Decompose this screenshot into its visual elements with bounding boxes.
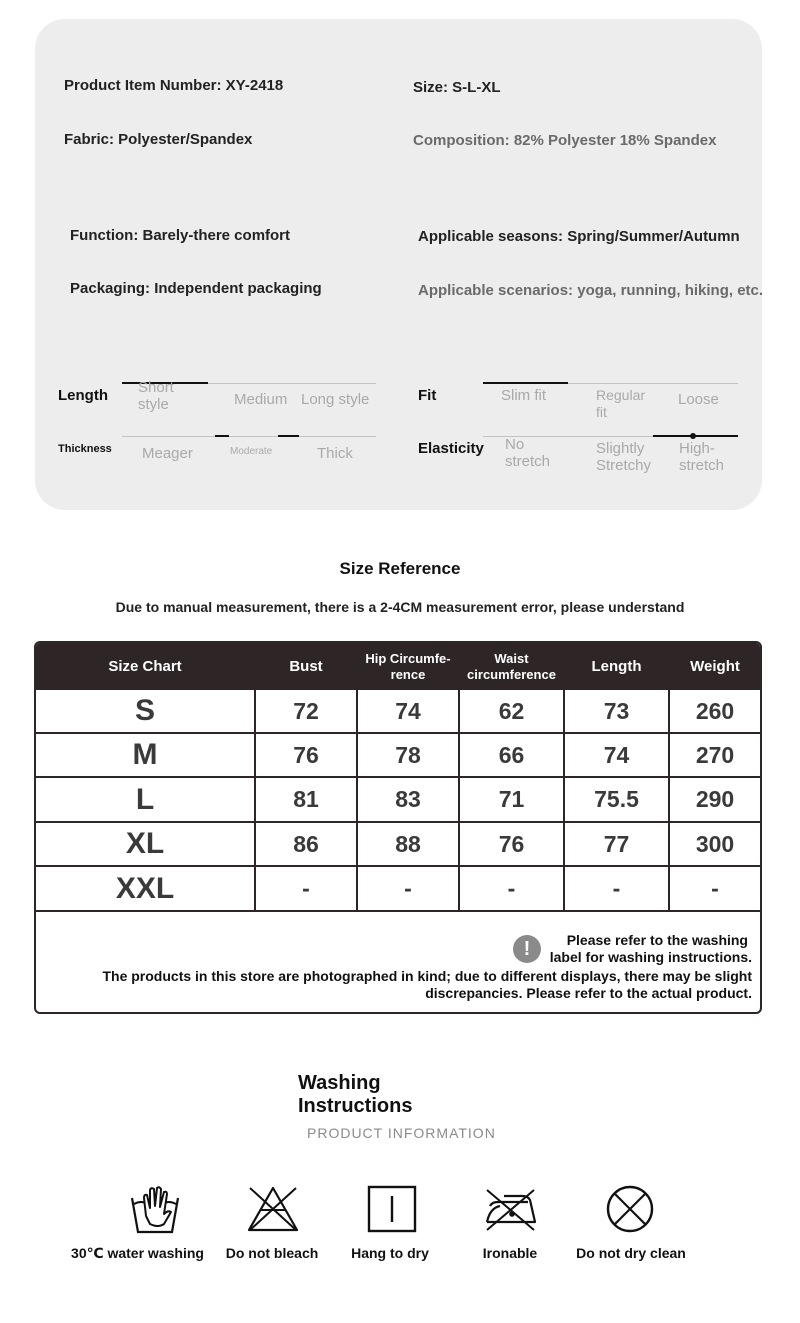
table-cell: - [404,875,412,902]
spec-fabric: Fabric: Polyester/Spandex [64,131,253,148]
fit-option-loose: Loose [678,391,719,408]
size-cell: XXL [115,871,175,905]
fit-label: Fit [418,387,437,404]
table-cell: 260 [695,697,735,724]
spec-composition: Composition: 82% Polyester 18% Spandex [413,132,717,149]
length-option-long: Long style [301,391,370,408]
thickness-option-meager: Meager [142,445,193,462]
table-cell: 290 [695,786,735,813]
washing-title [298,1072,412,1118]
spec-size: Size: S-L-XL [413,79,501,96]
length-option-short: Short style [138,379,174,413]
table-cell: 78 [395,741,421,768]
table-cell: 270 [695,741,735,768]
note-line-3: The products in this store are photographed in kind; due to different displays, there may be slight [102,968,752,984]
thickness-option-moderate: Moderate [230,446,273,457]
header-size-chart: Size Chart [108,657,182,675]
size-table-header [36,643,760,690]
table-cell: 62 [498,697,525,724]
size-table [34,641,762,1014]
table-cell: 73 [603,697,630,724]
column-divider [254,690,256,912]
table-cell: 74 [395,697,421,724]
note-line-1: Please refer to the washing [566,932,748,948]
thickness-option-thick: Thick [317,445,353,462]
wash-label-no-bleach: Do not bleach [225,1245,319,1261]
table-cell: - [302,875,310,902]
wash-label-hang-dry: Hang to dry [351,1245,429,1261]
elasticity-option-high: High-stretch [679,440,725,474]
table-cell: 76 [293,741,319,768]
size-cell: M [132,738,158,772]
note-line-2: label for washing instructions. [549,949,752,965]
thickness-marker-left [215,435,229,437]
table-cell: 75.5 [594,786,639,813]
spec-card [35,19,762,510]
note-line-4: discrepancies. Please refer to the actual product. [425,985,752,1001]
wash-label-ironable: Ironable [482,1245,538,1261]
header-waist: Waist circumference [467,650,556,682]
table-cell: 72 [293,697,319,724]
table-row [36,734,760,778]
size-reference-title: Size Reference [339,559,461,578]
size-cell: S [134,694,155,727]
header-weight: Weight [690,657,740,675]
header-bust: Bust [289,657,323,675]
table-row [36,823,760,867]
column-divider [458,690,460,912]
wash-label-hand-wash: 30℃ water washing [71,1245,204,1261]
table-cell: 76 [498,830,525,857]
length-label: Length [58,387,108,404]
washing-title-line-1: Washing [298,1072,381,1094]
elasticity-selected-dot [690,433,696,439]
wash-label-no-dry-clean: Do not dry clean [576,1245,686,1261]
table-cell: 77 [603,830,630,857]
fit-option-slim: Slim fit [501,387,546,404]
table-cell: 88 [395,830,421,857]
column-divider [668,690,670,912]
size-reference-subtitle: Due to manual measurement, there is a 2-4CM measurement error, please understand [115,599,685,615]
spec-function: Function: Barely-there comfort [70,227,291,244]
washing-title-line-2: Instructions [298,1095,413,1117]
spec-seasons: Applicable seasons: Spring/Summer/Autumn [418,228,740,245]
size-cell: XL [125,827,165,861]
length-option-medium: Medium [234,391,288,408]
ironable-icon [484,1184,538,1234]
table-row [36,868,760,912]
table-cell: 71 [498,786,525,813]
spec-item-number: Product Item Number: XY-2418 [64,77,284,94]
elasticity-label: Elasticity [418,440,484,457]
table-cell: - [711,875,719,902]
table-cell: - [507,875,516,902]
table-row [36,779,760,823]
elasticity-option-slight: Slightly Stretchy [596,440,652,474]
table-cell: 74 [603,741,630,768]
thickness-marker-right [278,435,299,437]
table-cell: - [612,875,621,902]
table-cell: 83 [395,786,421,813]
fit-selected-marker [483,382,568,384]
size-cell: L [135,782,155,816]
table-cell: 81 [293,786,319,813]
info-icon: ! [513,935,541,963]
thickness-scale-line [122,436,376,437]
spec-scenarios: Applicable scenarios: yoga, running, hiking, etc. [418,282,764,299]
hang-dry-icon [366,1184,420,1234]
hand-wash-icon [128,1184,182,1234]
table-cell: 66 [498,741,525,768]
header-length: Length [591,657,642,675]
table-cell: 300 [695,830,735,857]
header-hip: Hip Circumfe-rence [365,650,451,682]
column-divider [563,690,565,912]
no-dry-clean-icon [603,1184,657,1234]
elasticity-option-none: No stretch [505,436,551,470]
table-row [36,690,760,734]
fit-option-regular: Regular fit [596,387,646,420]
column-divider [356,690,358,912]
no-bleach-icon [246,1184,300,1234]
washing-subtitle: PRODUCT INFORMATION [307,1125,496,1141]
table-cell: 86 [293,830,319,857]
spec-packaging: Packaging: Independent packaging [70,280,322,297]
thickness-label: Thickness [58,443,112,455]
